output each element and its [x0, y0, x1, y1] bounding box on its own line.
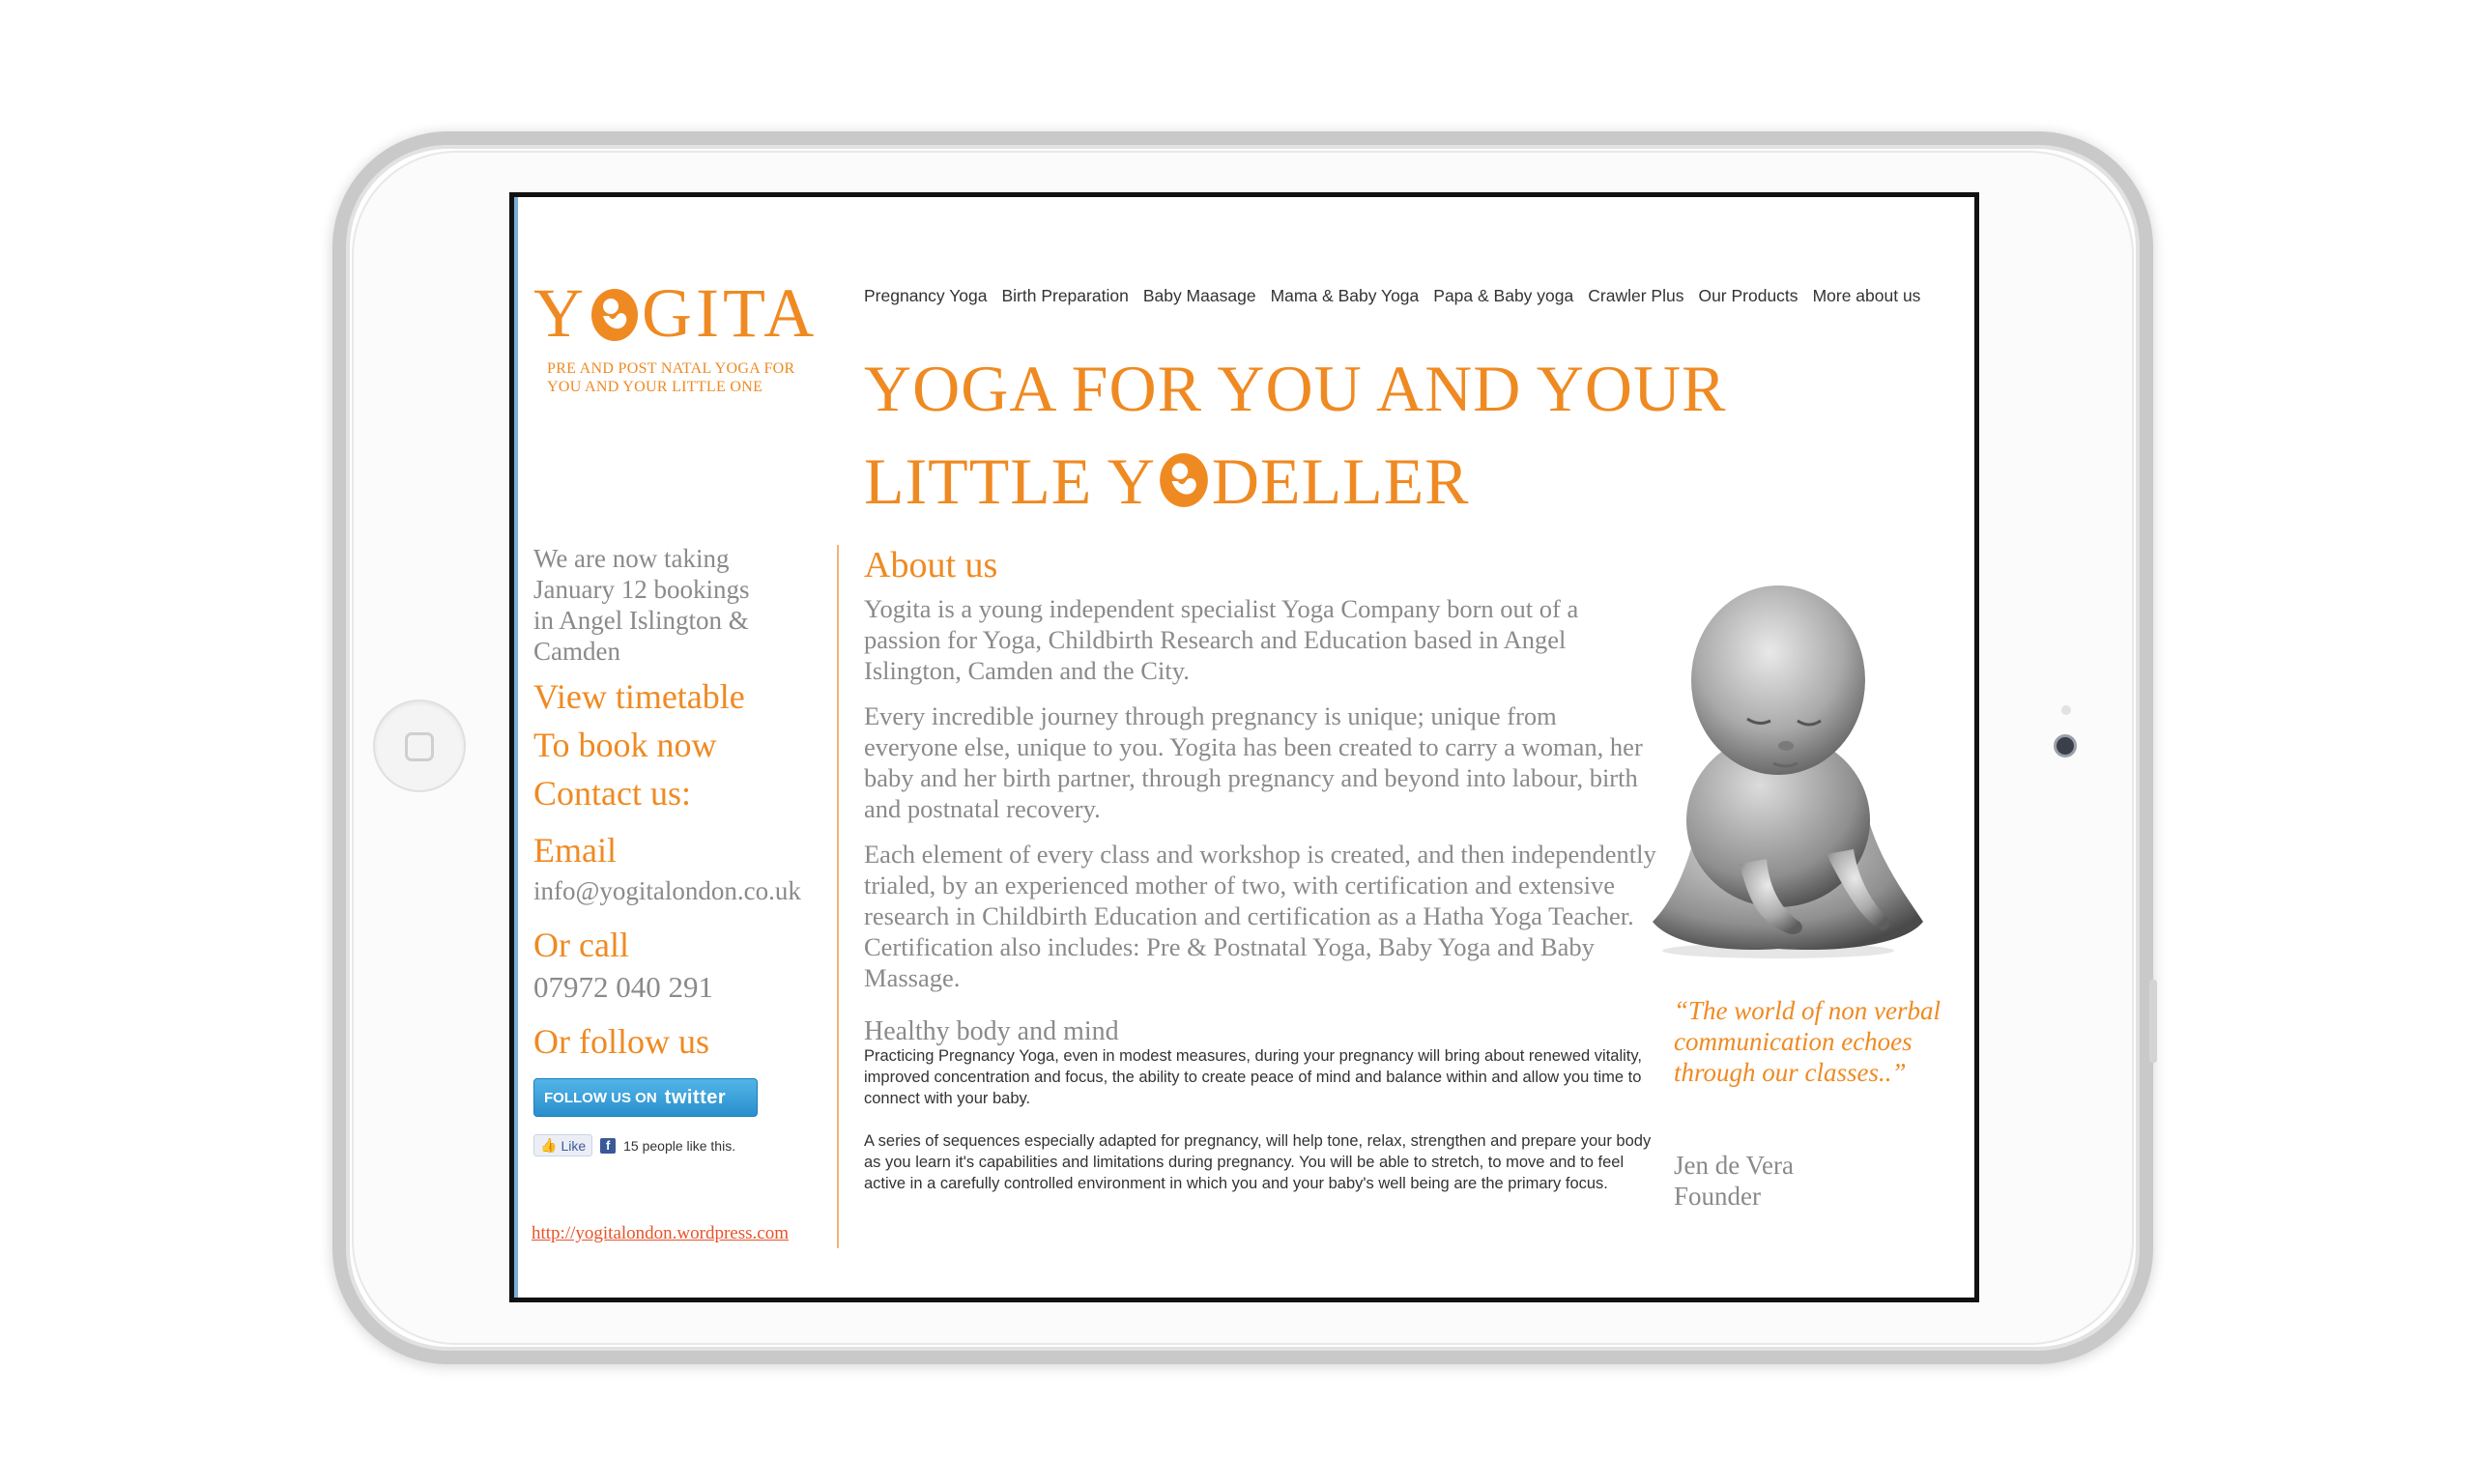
twitter-logo-text: twitter — [664, 1086, 727, 1108]
logo-tagline-line1: PRE AND POST NATAL YOGA FOR — [547, 360, 795, 377]
nav-our-products[interactable]: Our Products — [1698, 286, 1798, 305]
booking-notice — [533, 543, 843, 667]
about-paragraph-2: Every incredible journey through pregnancy is unique; unique from everyone else, unique to you. Yogita has been created to carry a woman, her baby and her birth partner, through pregnancy and beyond into labour, birth and postnatal recovery. — [864, 701, 1643, 823]
booking-line: Camden — [533, 637, 620, 666]
blog-link[interactable]: http://yogitalondon.wordpress.com — [532, 1223, 789, 1243]
healthy-paragraph-2: A series of sequences especially adapted for pregnancy, will help tone, relax, strengthen and prepare your body as you learn it's capabilities and limitations during pregnancy. You will be able to stretch, to move and to feel active in a carefully controlled environment in which you and your baby's well being are the primary focus. — [864, 1132, 1652, 1192]
contact-us-link[interactable]: Contact us: — [533, 774, 691, 813]
left-sidebar — [533, 543, 843, 1156]
nav-mama-baby-yoga[interactable]: Mama & Baby Yoga — [1270, 286, 1420, 305]
hero-line2-start: LITTLE Y — [864, 444, 1156, 518]
twitter-follow-button[interactable] — [533, 1078, 758, 1117]
thumbs-up-icon: 👍 — [540, 1137, 558, 1153]
baby-in-womb-icon — [590, 287, 640, 343]
about-heading: About us — [864, 545, 998, 585]
top-navigation — [864, 286, 1935, 306]
book-now-link[interactable]: To book now — [533, 726, 717, 764]
phone-number: 07972 040 291 — [533, 970, 713, 1004]
call-heading: Or call — [533, 926, 629, 964]
column-divider — [837, 545, 839, 1248]
logo-tagline — [533, 359, 823, 396]
follow-heading: Or follow us — [533, 1022, 709, 1061]
twitter-follow-label: FOLLOW US ON — [544, 1089, 657, 1106]
home-button-icon — [405, 732, 434, 761]
booking-line: January 12 bookings — [533, 575, 750, 604]
facebook-like-widget — [533, 1134, 843, 1156]
nav-baby-massage[interactable]: Baby Maasage — [1142, 286, 1256, 305]
email-link[interactable]: info@yogitalondon.co.uk — [533, 876, 801, 905]
logo-wordmark — [533, 274, 823, 352]
healthy-heading: Healthy body and mind — [864, 1016, 1119, 1046]
about-paragraph-3: Each element of every class and workshop is created, and then independently trialed, by an experienced mother of two, with certification and extensive research in Childbirth Education and certification as a Hatha Yoga Teacher. Certification also includes: Pre & Postnatal Yoga, Baby Yoga and Baby Massage. — [864, 840, 1656, 992]
booking-line: in Angel Islington & — [533, 606, 749, 635]
hero-line2 — [864, 435, 1927, 528]
sensor-dot — [2061, 705, 2071, 715]
founder-name: Jen de Vera — [1674, 1151, 1794, 1180]
baby-in-womb-icon — [1158, 451, 1210, 509]
front-camera — [2054, 734, 2077, 757]
logo-tagline-line2: YOU AND YOUR LITTLE ONE — [547, 379, 763, 395]
booking-line: We are now taking — [533, 544, 730, 573]
view-timetable-link[interactable]: View timetable — [533, 677, 745, 716]
website-screen — [509, 192, 1979, 1302]
screen-edge — [514, 197, 518, 1298]
logo-letter-y: Y — [533, 274, 588, 352]
founder-role: Founder — [1674, 1182, 1761, 1211]
healthy-paragraph-1: Practicing Pregnancy Yoga, even in modest measures, during your pregnancy will bring about renewed vitality, improved concentration and focus, the ability to create peace of mind and balance within and allow you time to connect with your baby. — [864, 1047, 1642, 1107]
facebook-icon: f — [600, 1138, 616, 1154]
facebook-like-label: Like — [561, 1137, 587, 1154]
nav-birth-preparation[interactable]: Birth Preparation — [1001, 286, 1129, 305]
nav-crawler-plus[interactable]: Crawler Plus — [1588, 286, 1684, 305]
facebook-like-button[interactable] — [533, 1134, 592, 1156]
hero-headline — [864, 342, 1927, 528]
email-heading: Email — [533, 831, 617, 870]
founder-signature — [1674, 1150, 1794, 1212]
hero-line2-end: DELLER — [1211, 444, 1470, 518]
site-logo[interactable] — [533, 274, 823, 396]
about-paragraph-1: Yogita is a young independent specialist Yoga Company born out of a passion for Yoga, Childbirth Research and Education based in Angel Islington, Camden and the City. — [864, 594, 1579, 685]
founder-quote: “The world of non verbal communication echoes through our classes..” — [1674, 996, 1942, 1087]
main-content — [864, 543, 1656, 1215]
nav-more-about-us[interactable]: More about us — [1812, 286, 1921, 305]
nav-pregnancy-yoga[interactable]: Pregnancy Yoga — [864, 286, 988, 305]
hero-line1: YOGA FOR YOU AND YOUR — [864, 352, 1727, 425]
nav-papa-baby-yoga[interactable]: Papa & Baby yoga — [1433, 286, 1574, 305]
facebook-like-count: 15 people like this. — [623, 1137, 736, 1154]
side-button[interactable] — [2149, 980, 2157, 1063]
baby-photo — [1633, 574, 1935, 960]
logo-letters-gita: GITA — [642, 274, 819, 352]
